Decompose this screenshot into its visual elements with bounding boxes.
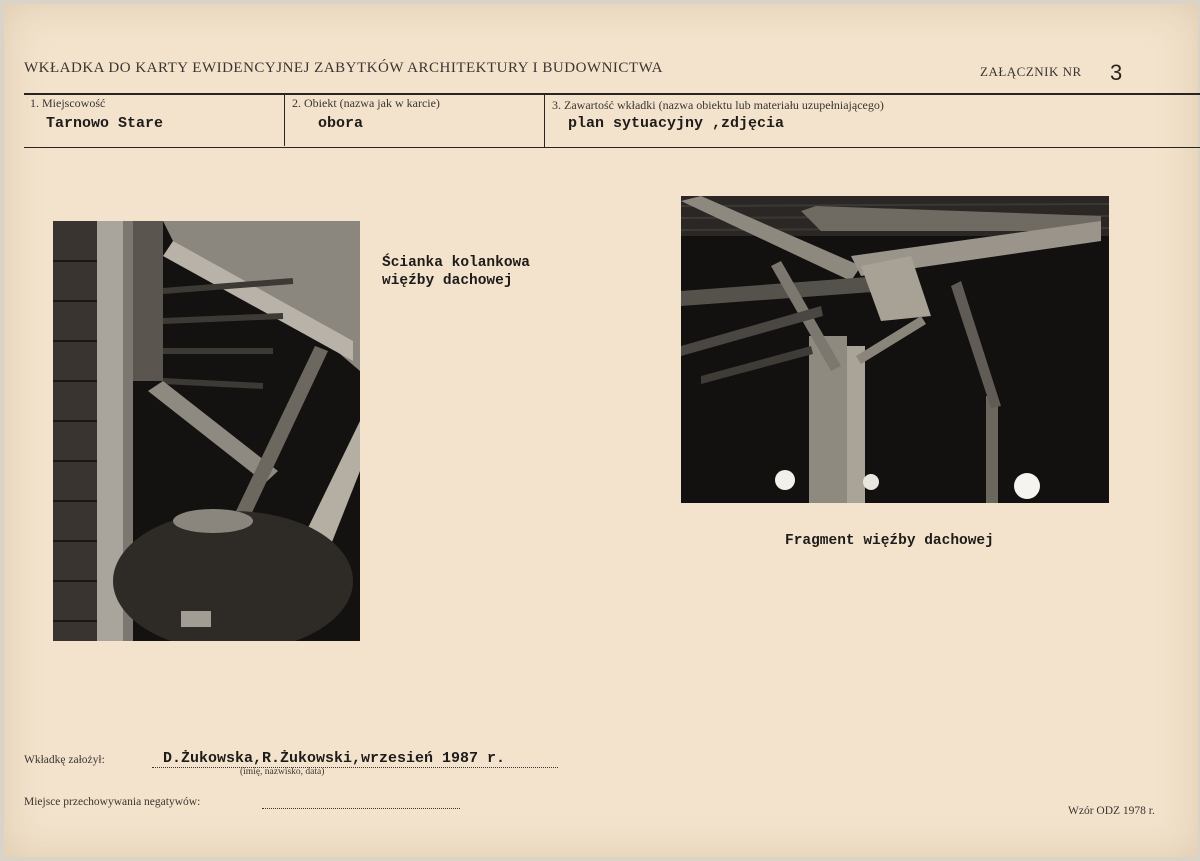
left-photo-caption-line-1: Ścianka kolankowa — [382, 255, 530, 271]
annex-label: ZAŁĄCZNIK NR — [980, 64, 1082, 79]
negatives-storage-dotted-line — [262, 808, 460, 809]
form-title: WKŁADKA DO KARTY EWIDENCYJNEJ ZABYTKÓW ARCHITEKTURY I BUDOWNICTWA — [24, 60, 663, 76]
header-bottom-rule — [24, 147, 1200, 148]
left-photo-caption-line-2: więźby dachowej — [382, 273, 513, 289]
content-label: 3. Zawartość wkładki (nazwa obiektu lub materiału uzupełniającego) — [552, 98, 884, 112]
content-value: plan sytuacyjny ,zdjęcia — [568, 115, 785, 132]
object-label: 2. Obiekt (nazwa jak w karcie) — [292, 96, 440, 110]
created-by-hint: (imię, nazwisko, data) — [240, 767, 325, 777]
negatives-storage-label: Miejsce przechowywania negatywów: — [24, 796, 201, 808]
created-by-dotted-line — [152, 767, 558, 768]
form-template-label: Wzór ODZ 1978 r. — [1068, 805, 1155, 817]
header-top-rule — [24, 93, 1200, 95]
field-divider-2 — [544, 94, 545, 148]
created-by-label: Wkładkę założył: — [24, 754, 105, 766]
created-by-value: D.Żukowska,R.Żukowski,wrzesień 1987 r. — [163, 750, 506, 767]
photo-knee-wall — [53, 221, 360, 641]
annex-number: 3 — [1110, 60, 1123, 85]
object-value: obora — [318, 115, 364, 132]
locality-value: Tarnowo Stare — [46, 115, 164, 132]
field-divider-1 — [284, 94, 285, 146]
locality-label: 1. Miejscowość — [30, 96, 106, 110]
right-photo-caption: Fragment więźby dachowej — [785, 533, 994, 549]
photo-roof-truss — [681, 196, 1109, 503]
